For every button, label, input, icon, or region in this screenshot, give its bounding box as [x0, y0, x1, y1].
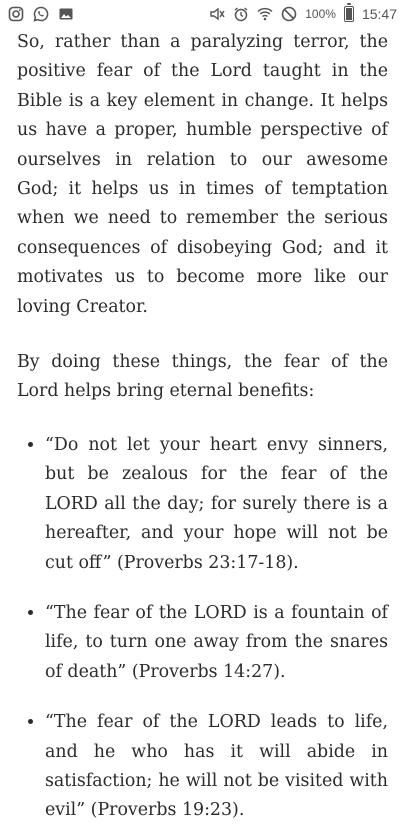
battery-percentage: 100%	[305, 7, 336, 21]
do-not-disturb-icon	[281, 6, 297, 22]
status-bar-right	[209, 6, 397, 22]
article-paragraph: By doing these things, the fear of the Lord helps bring eternal benefits:	[17, 352, 388, 402]
gallery-icon	[58, 6, 74, 22]
bullet-list	[17, 431, 388, 826]
wifi-icon	[257, 6, 273, 22]
article-paragraph: So, rather than a paralyzing terror, the positive fear of the Lord taught in the Bible is a key element in change. It helps us have a proper, humble perspective of ourselves in relation to our awesome God; it helps us in times of temptation when we need to remember the serious consequences of disobeying God; and it motivates us to become more like our loving Creator.	[17, 32, 388, 317]
clock: 15:47	[361, 6, 397, 22]
alarm-icon	[233, 6, 249, 22]
list-item: • “The fear of the LORD leads to life, and he who has it will abide in satisfaction; he will not be visited with evil” (Proverbs 19:23).	[45, 708, 388, 826]
mute-icon	[209, 6, 225, 22]
article-body	[0, 28, 405, 826]
instagram-icon	[8, 6, 24, 22]
status-bar-left	[8, 6, 74, 22]
list-item: • “Do not let your heart envy sinners, but be zealous for the fear of the LORD all the day; for surely there is a hereafter, and your hope will not be cut off” (Proverbs 23:17-18).	[45, 431, 388, 578]
whatsapp-icon	[33, 6, 49, 22]
battery-icon	[344, 6, 354, 22]
list-item: • “The fear of the LORD is a fountain of life, to turn one away from the snares of death” (Proverbs 14:27).	[45, 599, 388, 687]
status-bar	[0, 0, 405, 28]
